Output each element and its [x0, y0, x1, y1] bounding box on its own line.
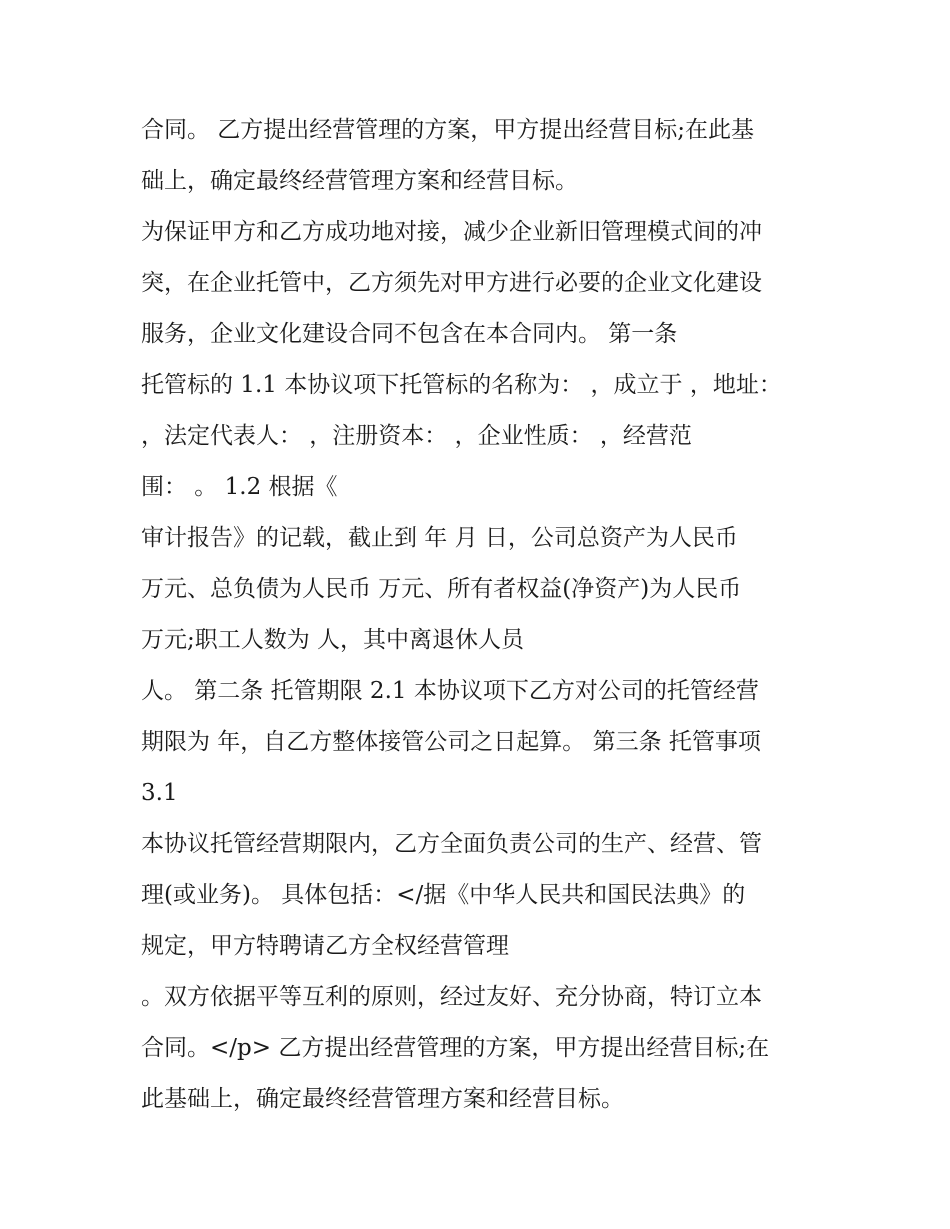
text-line-6: 托管标的 1.1 本协议项下托管标的名称为： ，成立于 ，地址：	[141, 372, 782, 398]
text-line-9: 审计报告》的记载，截止到 年 月 日，公司总资产为人民币	[141, 525, 738, 551]
text-line-7: ，法定代表人： ，注册资本： ，企业性质： ，经营范	[141, 423, 692, 449]
text-line-18: 。双方依据平等互利的原则，经过友好、充分协商，特订立本	[141, 984, 762, 1010]
text-line-20: 此基础上，确定最终经营管理方案和经营目标。	[141, 1086, 624, 1112]
text-line-12: 人。 第二条 托管期限 2.1 本协议项下乙方对公司的托管经营	[141, 678, 759, 704]
text-line-2: 础上，确定最终经营管理方案和经营目标。	[141, 168, 578, 194]
text-line-3: 为保证甲方和乙方成功地对接，减少企业新旧管理模式间的冲	[141, 219, 762, 245]
text-line-8: 围： 。 1.2 根据《	[141, 474, 338, 500]
text-line-17: 规定，甲方特聘请乙方全权经营管理	[141, 933, 509, 959]
text-line-10: 万元、总负债为人民币 万元、所有者权益(净资产)为人民币	[141, 576, 742, 602]
text-line-4: 突，在企业托管中，乙方须先对甲方进行必要的企业文化建设	[141, 270, 762, 296]
text-line-5: 服务，企业文化建设合同不包含在本合同内。 第一条	[141, 321, 678, 347]
text-line-11: 万元;职工人数为 人，其中离退休人员	[141, 627, 525, 653]
text-line-16: 理(或业务)。 具体包括：</据《中华人民共和国民法典》的	[141, 882, 746, 908]
text-line-13: 期限为 年，自乙方整体接管公司之日起算。 第三条 托管事项	[141, 729, 761, 755]
text-line-1: 合同。 乙方提出经营管理的方案，甲方提出经营目标;在此基	[141, 117, 755, 143]
text-line-15: 本协议托管经营期限内，乙方全面负责公司的生产、经营、管	[141, 831, 762, 857]
text-line-19: 合同。</p> 乙方提出经营管理的方案，甲方提出经营目标;在	[141, 1035, 770, 1061]
text-line-14: 3.1	[141, 780, 178, 806]
document-body	[141, 108, 831, 1128]
